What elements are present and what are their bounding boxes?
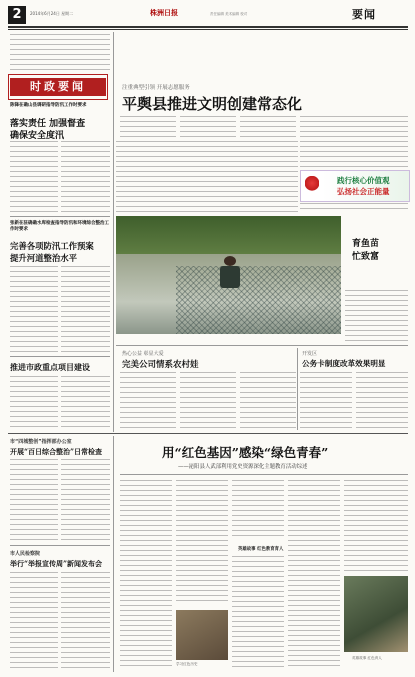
section-title: 要闻 xyxy=(352,8,376,21)
fish-farm-photo xyxy=(116,216,341,334)
header-rule-thin xyxy=(8,29,408,30)
story5-title: 举行“举报宣传周”新闻发布会 xyxy=(10,559,103,568)
mid-left-body-a xyxy=(120,372,176,428)
feature-photo-1 xyxy=(176,610,228,660)
photo-title-1: 育鱼苗 xyxy=(352,239,380,249)
story-divider xyxy=(10,545,110,546)
promo-ad xyxy=(300,170,410,202)
story3-body-a xyxy=(10,376,58,428)
lead-body-lower xyxy=(116,141,298,213)
fisherman-body xyxy=(220,266,240,288)
issue-date: 2014年6月24日 星期二 xyxy=(30,11,74,16)
text-block xyxy=(10,34,110,72)
story4-body-a xyxy=(10,459,58,541)
masthead: 株洲日报 xyxy=(150,8,178,17)
feature-photo-2 xyxy=(344,576,408,652)
column-divider xyxy=(297,348,298,430)
mid-right-body-a xyxy=(300,372,352,428)
lead-kicker: 注重典型引领 开展志愿服务 xyxy=(122,85,190,91)
feature-title: 用“红色基因”感染“绿色青春” xyxy=(162,445,329,460)
story3-body-b xyxy=(61,376,110,428)
story4-body-b xyxy=(61,459,110,541)
column-divider xyxy=(113,436,114,672)
story2-title-2: 提升河道整治水平 xyxy=(10,253,77,263)
story1-title-2: 确保安全度汛 xyxy=(10,131,65,141)
header-info: 责任编辑 美术编辑 校对 xyxy=(210,12,248,16)
story-divider xyxy=(10,216,110,217)
mid-right-title: 公务卡制度改革效果明显 xyxy=(302,359,386,368)
story1-body-a xyxy=(10,141,58,213)
lead-body-5 xyxy=(300,203,408,213)
story1-kicker: 陈锋在确山县调研指导防汛工作时要求 xyxy=(10,103,87,108)
vegetation xyxy=(116,216,341,254)
mid-right-body-b xyxy=(356,372,408,428)
fisherman-head xyxy=(224,256,236,266)
mid-right-kicker: 开发区 xyxy=(302,351,318,357)
lead-body-4 xyxy=(300,116,408,168)
feature-body-f xyxy=(344,480,408,572)
header-rule xyxy=(8,26,408,28)
story3-title: 推进市政重点项目建设 xyxy=(10,362,90,372)
lead-body-1 xyxy=(120,116,176,138)
ad-line2: 弘扬社会正能量 xyxy=(337,187,390,196)
mid-divider xyxy=(116,345,408,346)
feature-body-d xyxy=(232,556,284,670)
section-divider xyxy=(8,433,408,434)
story1-body-b xyxy=(61,141,110,213)
emblem-icon xyxy=(305,176,319,194)
feature-inner-head: 英雄故事 红色教育育人 xyxy=(238,547,284,552)
mid-left-body-c xyxy=(240,372,296,428)
ad-line1: 践行核心价值观 xyxy=(337,176,390,185)
fishing-net xyxy=(176,266,341,334)
news-banner: 时政要闻 xyxy=(10,78,106,96)
story-divider xyxy=(10,356,110,357)
lead-title: 平舆县推进文明创建常态化 xyxy=(122,95,303,113)
story2-body-a xyxy=(10,266,58,352)
feature-body-e xyxy=(288,480,340,670)
feature-photo-2-caption: 英雄故事 红色育人 xyxy=(352,656,382,660)
story5-body-b xyxy=(61,572,110,670)
story4-title: 开展“百日综合整治”日常检查 xyxy=(10,447,103,456)
story2-kicker: 张新在驻确确水库检查指导防汛和环境综合整治工作时要求 xyxy=(10,221,109,232)
feature-body-b xyxy=(176,480,228,605)
feature-body-c xyxy=(232,480,284,540)
page-number: 2 xyxy=(8,6,26,24)
story5-kicker: 市人民检察院 xyxy=(10,551,41,557)
story2-body-b xyxy=(61,266,110,352)
photo-title-2: 忙致富 xyxy=(352,252,380,262)
story4-kicker: 市“四城整创”指挥部办公室 xyxy=(10,439,72,445)
mid-left-kicker: 热心公益 彰显大爱 xyxy=(122,351,164,357)
mid-left-title: 完美公司情系农村娃 xyxy=(122,360,199,370)
mid-left-body-b xyxy=(180,372,236,428)
feature-photo-1-caption: 学习红色历史 xyxy=(176,662,198,666)
story5-body-a xyxy=(10,572,58,670)
column-divider xyxy=(113,32,114,432)
photo-caption-text xyxy=(345,290,408,342)
story2-title-1: 完善各项防汛工作预案 xyxy=(10,241,94,251)
feature-body-a xyxy=(120,480,172,670)
story1-title-1: 落实责任 加强督查 xyxy=(10,119,86,129)
lead-body-2 xyxy=(180,116,236,138)
feature-subtitle: ——泌阳县人武部利用党史资源深化主题教育活动综述 xyxy=(178,464,308,470)
lead-body-3 xyxy=(240,116,296,138)
feature-rule xyxy=(120,474,408,475)
